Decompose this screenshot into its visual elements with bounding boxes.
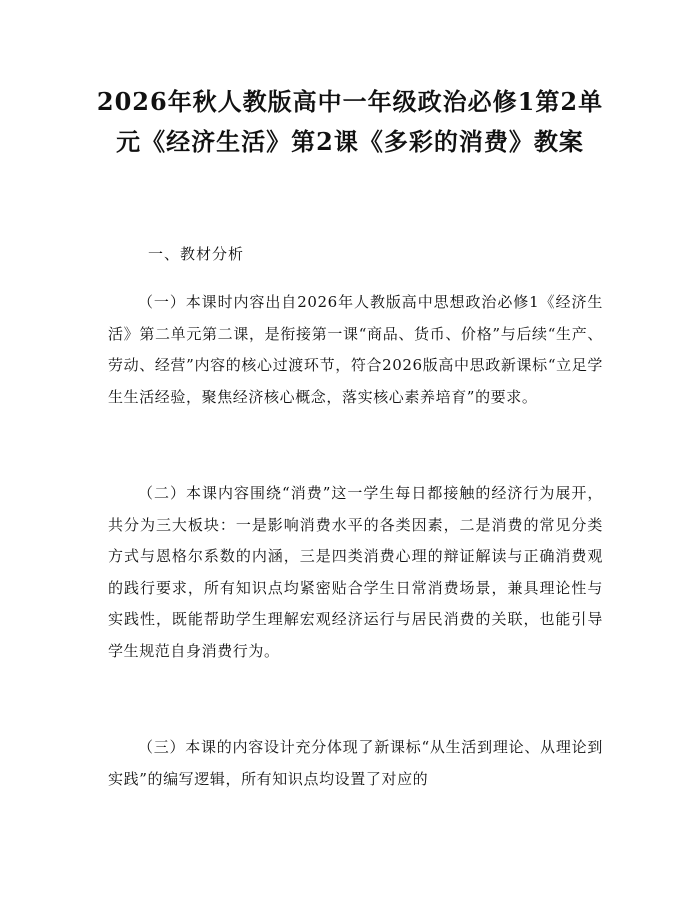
section-heading: 一、教材分析: [148, 245, 245, 263]
document-title: 2026年秋人教版高中一年级政治必修1第2单元《经济生活》第2课《多彩的消费》教案: [96, 87, 604, 156]
paragraph-1: （一）本课时内容出自2026年人教版高中思想政治必修1《经济生活》第二单元第二课，是衔接第一课“商品、货币、价格”与后续“生产、劳动、经营”内容的核心过渡环节，符合2026版高中思政新课标“立足学生生活经验，聚焦经济核心概念，落实核心素养培育”的要求。: [108, 293, 603, 406]
paragraph-3: （三）本课的内容设计充分体现了新课标“从生活到理论、从理论到实践”的编写逻辑，所有知识点均设置了对应的: [108, 738, 603, 788]
paragraph-2: （二）本课内容围绕“消费”这一学生每日都接触的经济行为展开，共分为三大板块：一是影响消费水平的各类因素，二是消费的常见分类方式与恩格尔系数的内涵，三是四类消费心理的辩证解读与正确消费观的践行要求，所有知识点均紧密贴合学生日常消费场景，兼具理论性与实践性，既能帮助学生理解宏观经济运行与居民消费的关联，也能引导学生规范自身消费行为。: [108, 484, 603, 660]
